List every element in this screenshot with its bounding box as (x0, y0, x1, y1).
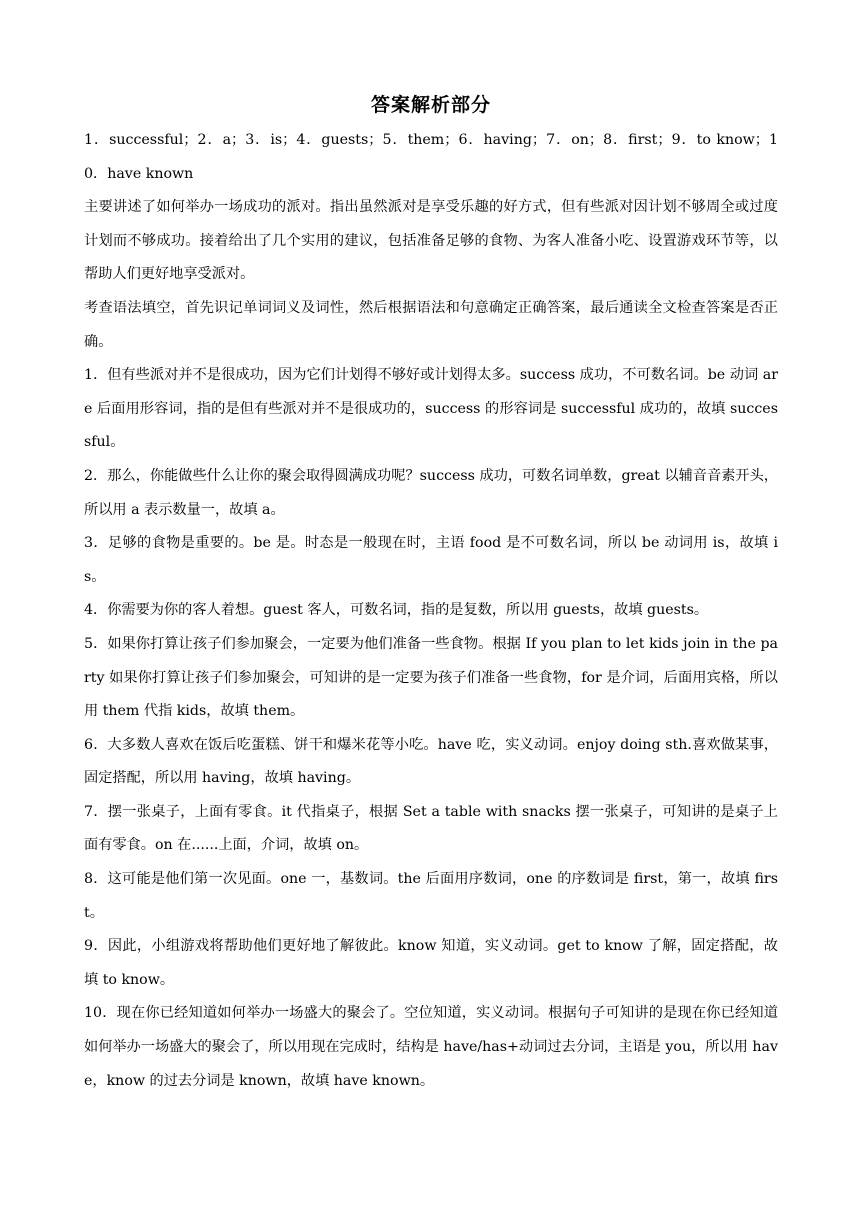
method-note: 考查语法填空，首先识记单词词义及词性，然后根据语法和句意确定正确答案，最后通读全文检查答案是否正确。 (84, 299, 778, 350)
explanation-item: 10．现在你已经知道如何举办一场盛大的聚会了。空位知道，实义动词。根据句子可知讲的是现在你已经知道如何举办一场盛大的聚会了，所以用现在完成时，结构是 have/has+动词过去分词，主语是 you，所以用 have，know 的过去分词是 known，故填 have known。 (84, 1005, 778, 1089)
explanation-item: 7．摆一张桌子，上面有零食。it 代指桌子，根据 Set a table with snacks 摆一张桌子，可知讲的是桌子上面有零食。on 在......上面，介词，故填 on。 (84, 803, 778, 854)
answer-analysis-page (84, 88, 778, 1098)
explanation-item: 4．你需要为你的客人着想。guest 客人，可数名词，指的是复数，所以用 guests，故填 guests。 (84, 602, 709, 619)
explanation-item: 1．但有些派对并不是很成功，因为它们计划得不够好或计划得太多。success 成功，不可数名词。be 动词 are 后面用形容词，指的是但有些派对并不是很成功的，success 的形容词是 successful 成功的，故填 successful。 (84, 367, 778, 451)
page-title: 答案解析部分 (370, 94, 491, 116)
explanation-item: 6．大多数人喜欢在饭后吃蛋糕、饼干和爆米花等小吃。have 吃，实义动词。enjoy doing sth.喜欢做某事，固定搭配，所以用 having，故填 having。 (84, 736, 778, 787)
explanation-item: 3．足够的食物是重要的。be 是。时态是一般现在时，主语 food 是不可数名词，所以 be 动词用 is，故填 is。 (84, 535, 778, 585)
explanation-item: 9．因此，小组游戏将帮助他们更好地了解彼此。know 知道，实义动词。get to know 了解，固定搭配，故填 to know。 (84, 938, 778, 988)
explanation-item: 5．如果你打算让孩子们参加聚会，一定要为他们准备一些食物。根据 If you plan to let kids join in the party 如果你打算让孩子们参加聚会，可知讲的是一定要为孩子们准备一些食物，for 是介词，后面用宾格，所以用 them 代指 kids，故填 them。 (84, 635, 778, 720)
explanation-item: 8．这可能是他们第一次见面。one 一，基数词。the 后面用序数词，one 的序数词是 first，第一，故填 first。 (84, 871, 778, 921)
answers-line: 1．successful；2．a；3．is；4．guests；5．them；6．having；7．on；8．first；9．to know；10．have known (84, 132, 778, 182)
passage-summary: 主要讲述了如何举办一场成功的派对。指出虽然派对是享受乐趣的好方式，但有些派对因计划不够周全或过度计划而不够成功。接着给出了几个实用的建议，包括准备足够的食物、为客人准备小吃、设置游戏环节等，以帮助人们更好地享受派对。 (84, 199, 778, 283)
explanation-item: 2．那么，你能做些什么让你的聚会取得圆满成功呢？success 成功，可数名词单数，great 以辅音音素开头，所以用 a 表示数量一，故填 a。 (84, 467, 778, 518)
